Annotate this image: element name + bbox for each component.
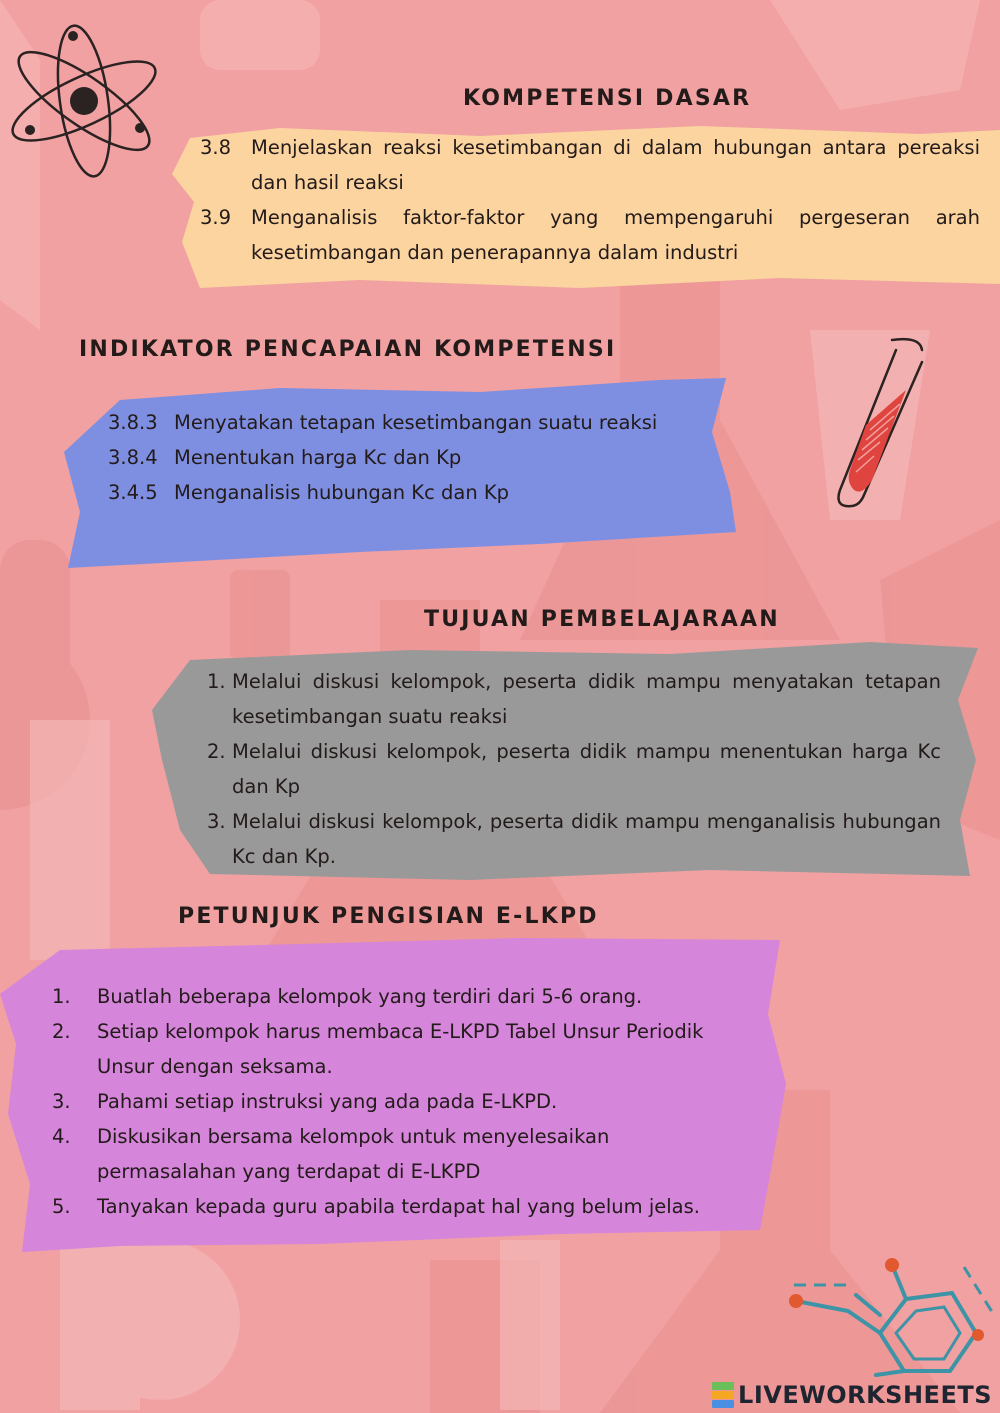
list-item: 2. Setiap kelompok harus membaca E-LKPD Tabel Unsur Periodik Unsur dengan seksama. <box>52 1020 704 1078</box>
liveworksheets-logo-icon <box>712 1382 734 1408</box>
list-item: 3. Pahami setiap instruksi yang ada pada E-LKPD. <box>52 1090 558 1113</box>
atom-icon <box>0 22 170 182</box>
petunjuk-list <box>52 979 752 1224</box>
indikator-list <box>108 405 728 510</box>
tujuan-list <box>207 664 941 874</box>
list-item: 4. Diskusikan bersama kelompok untuk menyelesaikan permasalahan yang terdapat di E-LKPD <box>52 1125 610 1183</box>
list-item: 5. Tanyakan kepada guru apabila terdapat hal yang belum jelas. <box>52 1195 700 1218</box>
list-item: 3.8.3 Menyatakan tetapan kesetimbangan suatu reaksi <box>108 411 658 434</box>
list-item: 3. Melalui diskusi kelompok, peserta didik mampu menganalisis hubungan Kc dan Kp. <box>207 810 941 868</box>
liveworksheets-logo[interactable] <box>712 1381 992 1409</box>
kompetensi-dasar-list <box>200 130 980 270</box>
list-item: 3.4.5 Menganalisis hubungan Kc dan Kp <box>108 481 510 504</box>
liveworksheets-logo-text: LIVEWORKSHEETS <box>738 1381 992 1409</box>
list-item: 2. Melalui diskusi kelompok, peserta didik mampu menentukan harga Kc dan Kp <box>207 740 941 798</box>
indikator-title: INDIKATOR PENCAPAIAN KOMPETENSI <box>79 337 617 362</box>
test-tube-icon <box>810 330 940 520</box>
list-item: 3.9 Menganalisis faktor-faktor yang mempengaruhi pergeseran arah kesetimbangan dan penerapannya dalam industri <box>200 206 980 264</box>
tujuan-title: TUJUAN PEMBELAJARAAN <box>424 607 780 632</box>
list-item: 1. Melalui diskusi kelompok, peserta didik mampu menyatakan tetapan kesetimbangan suatu reaksi <box>207 670 941 728</box>
petunjuk-title: PETUNJUK PENGISIAN E-LKPD <box>178 904 599 929</box>
list-item: 3.8.4 Menentukan harga Kc dan Kp <box>108 446 462 469</box>
list-item: 3.8 Menjelaskan reaksi kesetimbangan di dalam hubungan antara pereaksi dan hasil reaksi <box>200 136 980 194</box>
list-item: 1. Buatlah beberapa kelompok yang terdiri dari 5-6 orang. <box>52 985 643 1008</box>
molecule-icon <box>780 1255 1000 1395</box>
kompetensi-dasar-title: KOMPETENSI DASAR <box>463 86 752 111</box>
